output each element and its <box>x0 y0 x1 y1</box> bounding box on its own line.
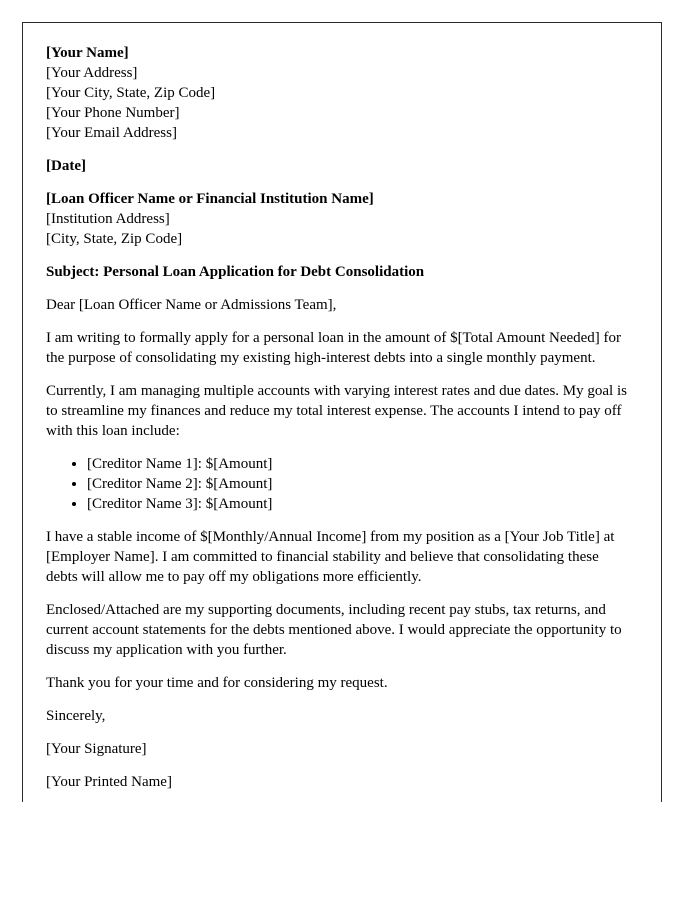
printed-name: [Your Printed Name] <box>46 774 172 790</box>
valediction: Sincerely, <box>46 708 106 724</box>
subject-line: Subject: Personal Loan Application for Debt Consolidation <box>46 264 425 280</box>
paragraph-text: I have a stable income of $[Monthly/Annual Income] from my position as a [Your Job Title] at [Employer Name]. I am committed to financial stability and believe that consolidating these debts will allow me to pay off my obligations more efficiently. <box>46 529 615 585</box>
letter-body <box>46 43 628 792</box>
paragraph-text: I am writing to formally apply for a personal loan in the amount of $[Total Amount Needed] for the purpose of consolidating my existing high-interest debts into a single monthly payment. <box>46 330 622 366</box>
list-item: • [Creditor Name 2]: $[Amount] <box>87 474 628 494</box>
sender-name-text: [Your Name] <box>46 45 129 61</box>
recipient-city-state-zip: [City, State, Zip Code] <box>46 231 183 247</box>
salutation: Dear [Loan Officer Name or Admissions Team], <box>46 297 337 313</box>
sender-email: [Your Email Address] <box>46 125 177 141</box>
list-item: • [Creditor Name 3]: $[Amount] <box>87 494 628 514</box>
body-paragraph-2 <box>46 381 628 441</box>
body-paragraph-1 <box>46 328 628 368</box>
body-paragraph-3 <box>46 527 628 587</box>
list-item: • [Creditor Name 1]: $[Amount] <box>87 454 628 474</box>
letter-date: [Date] <box>46 158 86 174</box>
body-paragraph-5 <box>46 673 628 693</box>
sender-street: [Your Address] <box>46 65 138 81</box>
sender-address-block <box>46 43 628 143</box>
subject-block <box>46 262 628 282</box>
recipient-address-block <box>46 189 628 249</box>
paragraph-text: Thank you for your time and for considering my request. <box>46 675 388 691</box>
sender-city-state-zip: [Your City, State, Zip Code] <box>46 85 216 101</box>
date-block <box>46 156 628 176</box>
recipient-address: [Institution Address] <box>46 211 170 227</box>
body-paragraph-4 <box>46 600 628 660</box>
paragraph-text: Enclosed/Attached are my supporting documents, including recent pay stubs, tax returns, and current account statements for the debts mentioned above. I would appreciate the opportunity to discuss my application with you further. <box>46 602 622 658</box>
recipient-name: [Loan Officer Name or Financial Institution Name] <box>46 191 374 207</box>
document-page <box>22 22 662 802</box>
paragraph-text: Currently, I am managing multiple accounts with varying interest rates and due dates. My goal is to streamline my finances and reduce my total interest expense. The accounts I intend to pay off with this loan include: <box>46 383 627 439</box>
printed-name-block <box>46 772 628 792</box>
creditor-list <box>46 454 628 514</box>
valediction-block <box>46 706 628 726</box>
signature-placeholder: [Your Signature] <box>46 741 147 757</box>
signature-block <box>46 739 628 759</box>
sender-name <box>46 43 628 63</box>
creditor-list-block <box>46 454 628 514</box>
salutation-block <box>46 295 628 315</box>
sender-phone: [Your Phone Number] <box>46 105 180 121</box>
